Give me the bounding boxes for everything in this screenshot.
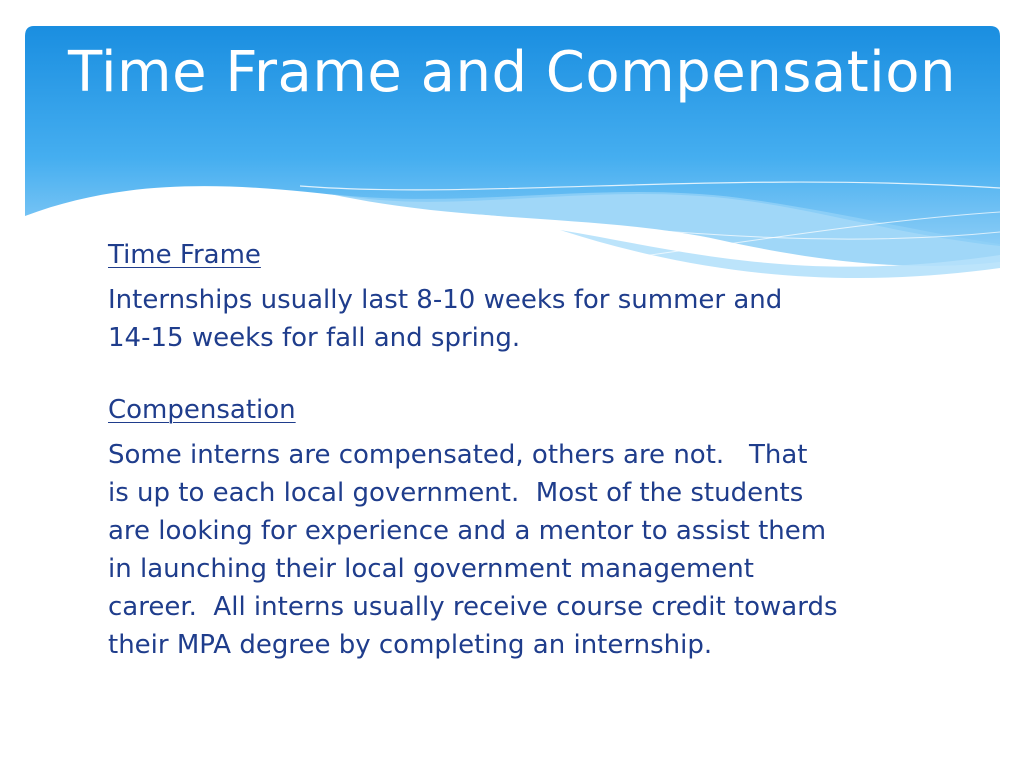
section-spacer	[108, 357, 938, 391]
section-body-compensation: Some interns are compensated, others are not. That is up to each local government. Most of the students are looking for experience and a mentor to assist them in launching their local government management career. All interns usually receive course credit towards their MPA degree by completing an internship.	[108, 440, 838, 660]
slide-title: Time Frame and Compensation	[68, 40, 956, 105]
slide-content	[108, 236, 938, 664]
section-body-time-frame: Internships usually last 8-10 weeks for summer and 14-15 weeks for fall and spring.	[108, 285, 783, 353]
section-heading-compensation: Compensation	[108, 395, 296, 425]
section-heading-time-frame: Time Frame	[108, 240, 261, 270]
